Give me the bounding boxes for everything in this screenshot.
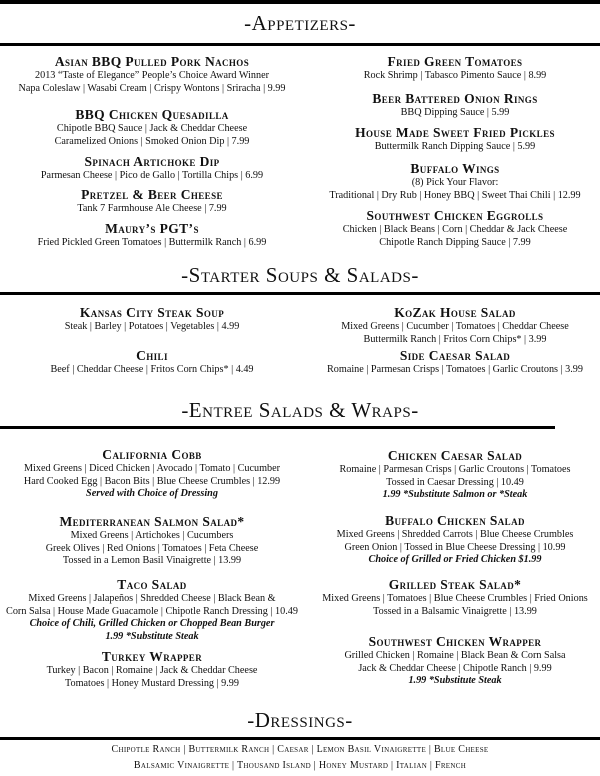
divider bbox=[0, 43, 600, 46]
menu-item-note: Choice of Grilled or Fried Chicken $1.99 bbox=[368, 554, 542, 566]
menu-item-name: Southwest Chicken Wrapper bbox=[368, 634, 542, 649]
menu-item bbox=[0, 578, 312, 644]
menu-item-description: Tossed in a Lemon Basil Vinaigrette | 13.99 bbox=[62, 555, 242, 567]
menu-item-name: Chicken Caesar Salad bbox=[387, 448, 523, 463]
menu-item bbox=[295, 162, 600, 202]
menu-item-description: Tank 7 Farmhouse Ale Cheese | 7.99 bbox=[77, 203, 227, 214]
menu-item-name: House Made Sweet Fried Pickles bbox=[355, 125, 555, 140]
menu-item-description: Chipotle BBQ Sauce | Jack & Cheddar Cheese bbox=[56, 123, 248, 134]
menu-item-description: Grilled Chicken | Romaine | Black Bean & Corn Salsa bbox=[344, 650, 566, 661]
menu-item-name: Fried Green Tomatoes bbox=[387, 54, 523, 69]
menu-item-note: 1.99 *Substitute Steak bbox=[408, 675, 502, 687]
menu-item bbox=[295, 449, 600, 502]
menu-item bbox=[0, 108, 312, 148]
top-border bbox=[0, 0, 600, 4]
menu-item bbox=[295, 349, 600, 377]
menu-item bbox=[0, 188, 312, 216]
menu-item bbox=[0, 155, 312, 183]
menu-item-name: Side Caesar Salad bbox=[399, 348, 511, 363]
menu-item-description: Buttermilk Ranch | Fritos Corn Chips* | 3.99 bbox=[363, 333, 547, 345]
menu-item bbox=[0, 55, 312, 95]
menu-item bbox=[0, 448, 312, 501]
menu-item-name: Southwest Chicken Eggrolls bbox=[366, 208, 544, 223]
menu-item-note: 1.99 *Substitute Salmon or *Steak bbox=[382, 489, 528, 501]
menu-item-description: Mixed Greens | Shredded Carrots | Blue Cheese Crumbles bbox=[336, 529, 574, 540]
dressings-list bbox=[0, 742, 600, 774]
menu-item-name: Beer Battered Onion Rings bbox=[372, 91, 538, 106]
menu-item-name: Asian BBQ Pulled Pork Nachos bbox=[54, 54, 250, 69]
menu-item-description: Napa Coleslaw | Wasabi Cream | Crispy Wontons | Sriracha | 9.99 bbox=[18, 82, 286, 94]
menu-item-description: Corn Salsa | House Made Guacamole | Chipotle Ranch Dressing | 10.49 bbox=[6, 605, 298, 617]
menu-item-description: (8) Pick Your Flavor: bbox=[411, 177, 499, 188]
menu-item-name: KoZak House Salad bbox=[394, 305, 516, 320]
menu-item-description: 2013 “Taste of Elegance” People’s Choice Award Winner bbox=[35, 70, 269, 81]
menu-item bbox=[0, 349, 312, 377]
menu-item-description: Rock Shrimp | Tabasco Pimento Sauce | 8.99 bbox=[363, 70, 547, 81]
menu-item-description: Green Onion | Tossed in Blue Cheese Dressing | 10.99 bbox=[344, 541, 566, 553]
menu-item bbox=[295, 92, 600, 120]
menu-item-description: Mixed Greens | Tomatoes | Blue Cheese Crumbles | Fried Onions bbox=[322, 593, 588, 604]
menu-item-name: California Cobb bbox=[102, 447, 202, 462]
menu-item-description: Jack & Cheddar Cheese | Chipotle Ranch | 9.99 bbox=[358, 662, 552, 674]
section-title-dressings: -Dressings- bbox=[247, 708, 353, 732]
menu-item-description: Hard Cooked Egg | Bacon Bits | Blue Cheese Crumbles | 12.99 bbox=[23, 475, 281, 487]
menu-item bbox=[295, 635, 600, 688]
menu-item-description: Steak | Barley | Potatoes | Vegetables | 4.99 bbox=[64, 321, 240, 332]
menu-item-name: Grilled Steak Salad* bbox=[388, 577, 522, 592]
menu-item-description: Buttermilk Ranch Dipping Sauce | 5.99 bbox=[374, 141, 536, 152]
divider bbox=[0, 292, 600, 295]
menu-item-note: 1.99 *Substitute Steak bbox=[105, 631, 199, 643]
menu-item-name: Kansas City Steak Soup bbox=[79, 305, 225, 320]
menu-item-description: Turkey | Bacon | Romaine | Jack & Cheddar Cheese bbox=[46, 665, 258, 676]
menu-item-note: Choice of Chili, Grilled Chicken or Chopped Bean Burger bbox=[29, 618, 275, 630]
menu-item bbox=[295, 578, 600, 618]
section-title-appetizers: -Appetizers- bbox=[244, 11, 356, 35]
menu-item-description: Tossed in Caesar Dressing | 10.49 bbox=[386, 476, 524, 488]
menu-item-description: Romaine | Parmesan Crisps | Garlic Croutons | Tomatoes bbox=[339, 464, 571, 475]
menu-item bbox=[295, 514, 600, 567]
divider bbox=[0, 737, 600, 740]
menu-item-name: Chili bbox=[136, 348, 168, 363]
dressings-line: Chipotle Ranch | Buttermilk Ranch | Caesar | Lemon Basil Vinaigrette | Blue Cheese bbox=[111, 744, 489, 755]
menu-item-description: Tossed in a Balsamic Vinaigrette | 13.99 bbox=[373, 605, 537, 617]
menu-item bbox=[295, 55, 600, 83]
dressings-line: Balsamic Vinaigrette | Thousand Island | Honey Mustard | Italian | French bbox=[133, 760, 467, 771]
menu-item-name: Maury’s PGT’s bbox=[105, 221, 199, 236]
menu-item-name: BBQ Chicken Quesadilla bbox=[75, 107, 229, 122]
menu-item-name: Buffalo Wings bbox=[410, 161, 500, 176]
section-title-entree-salads-wraps: -Entree Salads & Wraps- bbox=[181, 398, 419, 422]
menu-item-description: Greek Olives | Red Onions | Tomatoes | Feta Cheese bbox=[45, 542, 259, 554]
menu-item-description: Mixed Greens | Jalapeños | Shredded Cheese | Black Bean & bbox=[28, 593, 276, 604]
menu-item-description: Beef | Cheddar Cheese | Fritos Corn Chips* | 4.49 bbox=[50, 364, 254, 375]
menu-item-description: Fried Pickled Green Tomatoes | Buttermilk Ranch | 6.99 bbox=[37, 237, 267, 248]
menu-item-description: Mixed Greens | Diced Chicken | Avocado | Tomato | Cucumber bbox=[23, 463, 281, 474]
section-title-soups-salads: -Starter Soups & Salads- bbox=[181, 263, 419, 287]
menu-item-description: Mixed Greens | Cucumber | Tomatoes | Cheddar Cheese bbox=[341, 321, 569, 332]
menu-item-description: Traditional | Dry Rub | Honey BBQ | Sweet Thai Chili | 12.99 bbox=[329, 189, 581, 201]
menu-item-name: Turkey Wrapper bbox=[101, 649, 203, 664]
menu-item-name: Spinach Artichoke Dip bbox=[84, 154, 220, 169]
menu-item bbox=[295, 126, 600, 154]
menu-item-note: Served with Choice of Dressing bbox=[86, 488, 218, 500]
menu-item-name: Pretzel & Beer Cheese bbox=[81, 187, 223, 202]
menu-item-name: Taco Salad bbox=[117, 577, 187, 592]
menu-item-description: BBQ Dipping Sauce | 5.99 bbox=[400, 107, 510, 118]
menu-item-name: Mediterranean Salmon Salad* bbox=[59, 514, 245, 529]
menu-item-description: Mixed Greens | Artichokes | Cucumbers bbox=[70, 530, 234, 541]
menu-item-name: Buffalo Chicken Salad bbox=[385, 513, 525, 528]
menu-item-description: Chipotle Ranch Dipping Sauce | 7.99 bbox=[379, 236, 531, 248]
menu-item bbox=[295, 306, 600, 346]
menu-item-description: Chicken | Black Beans | Corn | Cheddar & Jack Cheese bbox=[342, 224, 568, 235]
menu-item-description: Tomatoes | Honey Mustard Dressing | 9.99 bbox=[65, 677, 239, 689]
menu-item bbox=[295, 209, 600, 249]
menu-item bbox=[0, 650, 312, 690]
menu-item bbox=[0, 306, 312, 334]
menu-item-description: Caramelized Onions | Smoked Onion Dip | 7.99 bbox=[54, 135, 250, 147]
menu-item bbox=[0, 222, 312, 250]
menu-item-description: Parmesan Cheese | Pico de Gallo | Tortilla Chips | 6.99 bbox=[40, 170, 264, 181]
menu-item bbox=[0, 515, 312, 568]
menu-item-description: Romaine | Parmesan Crisps | Tomatoes | Garlic Croutons | 3.99 bbox=[327, 364, 583, 375]
divider bbox=[0, 426, 555, 429]
